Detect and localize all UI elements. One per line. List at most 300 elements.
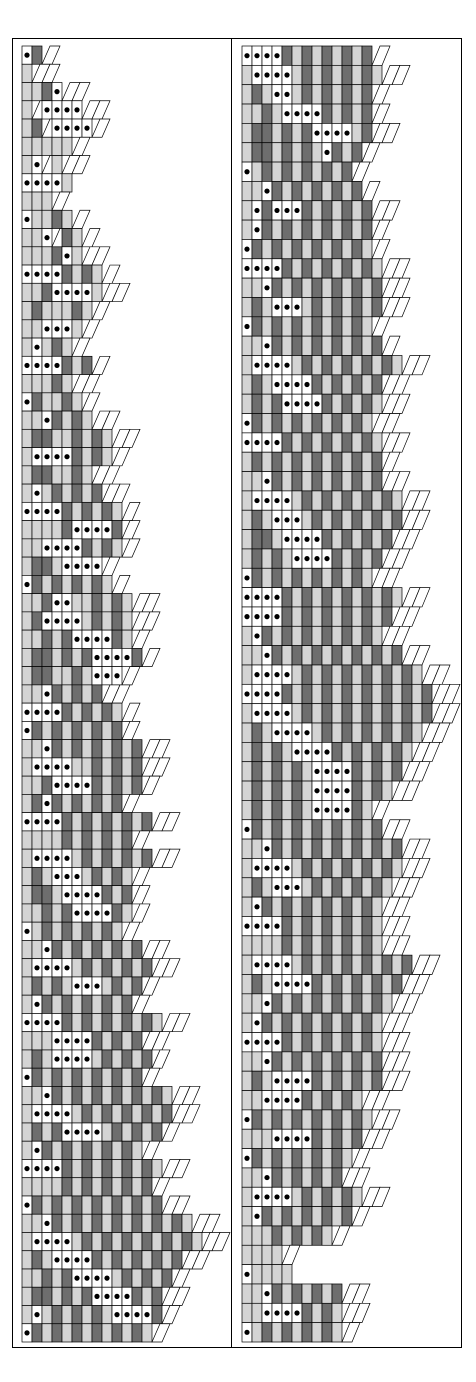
light-cell [92, 831, 102, 849]
light-cell [122, 1086, 132, 1104]
dot-marker [44, 180, 49, 185]
light-cell [72, 959, 82, 977]
dot-marker [84, 564, 89, 569]
dark-cell [122, 995, 132, 1013]
dot-marker [44, 326, 49, 331]
light-cell [32, 1032, 42, 1050]
tiling-row [242, 1245, 300, 1264]
light-cell [82, 685, 92, 703]
dark-cell [332, 181, 342, 200]
light-cell [332, 46, 342, 65]
dark-cell [292, 800, 302, 819]
dot-marker [124, 1312, 129, 1317]
dark-cell [272, 1052, 282, 1071]
dot-marker [54, 819, 59, 824]
dark-cell [372, 762, 382, 781]
light-cell [282, 452, 292, 471]
dark-cell [92, 448, 102, 466]
light-cell [322, 336, 332, 355]
dot-marker [294, 208, 299, 213]
tiling-row [242, 549, 410, 568]
light-cell [22, 247, 32, 265]
light-cell [312, 897, 322, 916]
dark-cell [322, 1323, 332, 1342]
light-cell [22, 1050, 32, 1068]
dark-cell [332, 568, 342, 587]
dot-marker [24, 710, 29, 715]
light-cell [22, 776, 32, 794]
light-cell [102, 1324, 112, 1342]
tiling-row [242, 336, 400, 355]
light-cell [132, 1232, 142, 1250]
tiling-row [22, 1269, 190, 1287]
skew-cell [152, 1324, 170, 1342]
dot-marker [264, 1310, 269, 1315]
light-cell [372, 684, 382, 703]
dark-cell [312, 1052, 322, 1071]
light-cell [92, 1178, 102, 1196]
dark-cell [362, 123, 372, 142]
dark-cell [342, 1187, 352, 1206]
dark-cell [262, 1207, 272, 1226]
dark-cell [122, 959, 132, 977]
dark-cell [112, 904, 122, 922]
light-cell [392, 955, 402, 974]
dark-cell [292, 820, 302, 839]
light-cell [82, 758, 92, 776]
light-cell [262, 549, 272, 568]
dark-cell [332, 414, 342, 433]
dark-cell [322, 355, 332, 374]
dot-marker [314, 769, 319, 774]
dot-marker [264, 285, 269, 290]
tiling-row [242, 355, 430, 374]
light-cell [62, 1214, 72, 1232]
light-cell [282, 1052, 292, 1071]
light-cell [332, 684, 342, 703]
dark-cell [32, 1123, 42, 1141]
dot-marker [274, 92, 279, 97]
dark-cell [302, 491, 312, 510]
dot-marker [84, 1038, 89, 1043]
dark-cell [142, 1050, 152, 1068]
dark-cell [362, 1013, 372, 1032]
light-cell [22, 539, 32, 557]
dark-cell [32, 612, 42, 630]
dot-marker [74, 983, 79, 988]
light-cell [252, 936, 262, 955]
dark-cell [72, 429, 82, 447]
light-cell [372, 858, 382, 877]
dark-cell [372, 375, 382, 394]
light-cell [362, 1052, 372, 1071]
dot-marker [344, 769, 349, 774]
light-cell [22, 466, 32, 484]
light-cell [282, 336, 292, 355]
light-cell [312, 1303, 322, 1322]
dot-marker [74, 545, 79, 550]
skew-cell [132, 867, 150, 885]
light-cell [22, 667, 32, 685]
light-cell [342, 646, 352, 665]
dark-cell [382, 355, 392, 374]
tiling-row [22, 393, 100, 411]
light-cell [22, 1178, 32, 1196]
light-cell [262, 317, 272, 336]
light-cell [282, 1110, 292, 1129]
tiling-row [22, 101, 110, 119]
dot-marker [284, 363, 289, 368]
tiling-row [242, 704, 460, 723]
light-cell [122, 1196, 132, 1214]
dot-marker [24, 363, 29, 368]
dot-marker [34, 965, 39, 970]
dot-marker [244, 247, 249, 252]
dot-marker [54, 1038, 59, 1043]
dot-marker [264, 846, 269, 851]
dark-cell [342, 433, 352, 452]
dark-cell [352, 568, 362, 587]
dot-marker [264, 691, 269, 696]
light-cell [92, 1050, 102, 1068]
tiling-row [22, 210, 90, 228]
light-cell [392, 858, 402, 877]
tiling-row [22, 411, 120, 429]
dot-marker [284, 962, 289, 967]
dark-cell [42, 922, 52, 940]
light-cell [42, 721, 52, 739]
light-cell [32, 1214, 42, 1232]
light-cell [332, 626, 342, 645]
tiling-row [242, 665, 450, 684]
skew-cell [372, 220, 390, 239]
tiling-row [22, 1123, 180, 1141]
dot-marker [74, 126, 79, 131]
dark-cell [42, 429, 52, 447]
light-cell [342, 839, 352, 858]
dark-cell [322, 162, 332, 181]
dot-marker [304, 111, 309, 116]
dot-marker [294, 382, 299, 387]
light-cell [42, 1050, 52, 1068]
dark-cell [292, 1226, 302, 1245]
light-cell [22, 375, 32, 393]
light-cell [352, 394, 362, 413]
dark-cell [352, 336, 362, 355]
light-cell [242, 394, 252, 413]
tiling-row [22, 1068, 160, 1086]
skew-cell [382, 452, 400, 471]
dark-cell [252, 800, 262, 819]
light-cell [22, 283, 32, 301]
light-cell [312, 723, 322, 742]
light-cell [342, 878, 352, 897]
dark-cell [102, 703, 112, 721]
dot-marker [324, 807, 329, 812]
dot-marker [74, 1038, 79, 1043]
light-cell [242, 723, 252, 742]
light-cell [252, 1052, 262, 1071]
dark-cell [272, 781, 282, 800]
light-cell [372, 955, 382, 974]
light-cell [242, 762, 252, 781]
light-cell [82, 429, 92, 447]
skew-cell [372, 239, 390, 258]
light-cell [252, 472, 262, 491]
light-cell [102, 940, 112, 958]
dark-cell [152, 1123, 162, 1141]
dark-cell [272, 452, 282, 471]
dot-marker [64, 564, 69, 569]
light-cell [302, 1052, 312, 1071]
dark-cell [282, 897, 292, 916]
light-cell [352, 723, 362, 742]
light-cell [92, 1141, 102, 1159]
dot-marker [264, 72, 269, 77]
light-cell [342, 1129, 352, 1148]
dot-marker [304, 382, 309, 387]
dot-marker [104, 1276, 109, 1281]
dot-marker [34, 1312, 39, 1317]
dot-marker [74, 892, 79, 897]
skew-cell [72, 210, 90, 228]
light-cell [292, 143, 302, 162]
dot-marker [254, 266, 259, 271]
dot-marker [244, 169, 249, 174]
skew-cell [72, 137, 90, 155]
light-cell [122, 1032, 132, 1050]
light-cell [42, 521, 52, 539]
dark-cell [272, 762, 282, 781]
light-cell [72, 849, 82, 867]
dark-cell [82, 356, 92, 374]
dot-marker [284, 982, 289, 987]
dark-cell [302, 220, 312, 239]
light-cell [112, 995, 122, 1013]
light-cell [102, 429, 112, 447]
dot-marker [64, 965, 69, 970]
dark-cell [162, 1105, 172, 1123]
dark-cell [342, 220, 352, 239]
dot-marker [24, 929, 29, 934]
light-cell [172, 1232, 182, 1250]
light-cell [322, 878, 332, 897]
light-cell [282, 1149, 292, 1168]
light-cell [332, 1013, 342, 1032]
dot-marker [124, 655, 129, 660]
dark-cell [302, 1091, 312, 1110]
dot-marker [44, 363, 49, 368]
tiling-row [242, 916, 410, 935]
dot-marker [274, 517, 279, 522]
dark-cell [262, 530, 272, 549]
dark-cell [322, 684, 332, 703]
dot-marker [44, 691, 49, 696]
dark-cell [352, 510, 362, 529]
light-cell [262, 723, 272, 742]
light-cell [22, 1251, 32, 1269]
dot-marker [74, 874, 79, 879]
light-cell [242, 143, 252, 162]
tiling-row [242, 1323, 360, 1342]
light-cell [102, 721, 112, 739]
dark-cell [322, 704, 332, 723]
dot-marker [34, 454, 39, 459]
light-cell [242, 646, 252, 665]
light-cell [22, 977, 32, 995]
dark-cell [342, 65, 352, 84]
dark-cell [272, 278, 282, 297]
dark-cell [122, 1050, 132, 1068]
dot-marker [44, 856, 49, 861]
dot-marker [244, 827, 249, 832]
dot-marker [44, 1020, 49, 1025]
tiling-row [22, 119, 110, 137]
dot-marker [64, 1056, 69, 1061]
dark-cell [302, 897, 312, 916]
light-cell [352, 104, 362, 123]
light-cell [92, 959, 102, 977]
dark-cell [122, 1105, 132, 1123]
dot-marker [314, 749, 319, 754]
light-cell [312, 665, 322, 684]
light-cell [122, 940, 132, 958]
dark-cell [332, 336, 342, 355]
light-cell [72, 265, 82, 283]
light-cell [62, 466, 72, 484]
light-cell [362, 510, 372, 529]
light-cell [112, 959, 122, 977]
dot-marker [274, 924, 279, 929]
light-cell [312, 607, 322, 626]
dark-cell [252, 239, 262, 258]
dark-cell [82, 1178, 92, 1196]
dark-cell [262, 162, 272, 181]
dark-cell [402, 955, 412, 974]
light-cell [102, 448, 112, 466]
dot-marker [84, 1129, 89, 1134]
dark-cell [292, 452, 302, 471]
light-cell [292, 65, 302, 84]
dark-cell [32, 1068, 42, 1086]
light-cell [362, 820, 372, 839]
light-cell [302, 839, 312, 858]
dark-cell [362, 858, 372, 877]
dot-marker [34, 710, 39, 715]
dot-marker [84, 637, 89, 642]
dot-marker [54, 180, 59, 185]
light-cell [362, 878, 372, 897]
light-cell [242, 1245, 252, 1264]
dark-cell [382, 491, 392, 510]
tiling-row [242, 375, 410, 394]
dot-marker [344, 807, 349, 812]
light-cell [302, 510, 312, 529]
light-cell [112, 539, 122, 557]
tiling-row [22, 594, 160, 612]
tiling-row [242, 1187, 390, 1206]
dot-marker [254, 691, 259, 696]
dark-cell [182, 1232, 192, 1250]
light-cell [302, 994, 312, 1013]
light-cell [312, 1187, 322, 1206]
dark-cell [342, 1013, 352, 1032]
light-cell [342, 278, 352, 297]
light-cell [42, 1178, 52, 1196]
light-cell [142, 1214, 152, 1232]
dark-cell [352, 414, 362, 433]
dark-cell [162, 1232, 172, 1250]
tiling-row [242, 491, 430, 510]
light-cell [62, 1086, 72, 1104]
dark-cell [272, 336, 282, 355]
dark-cell [332, 278, 342, 297]
dark-cell [102, 1178, 112, 1196]
light-cell [22, 229, 32, 247]
dark-cell [302, 607, 312, 626]
dark-cell [282, 123, 292, 142]
dark-cell [32, 794, 42, 812]
dark-cell [292, 472, 302, 491]
dark-cell [392, 762, 402, 781]
skew-cell [352, 1149, 370, 1168]
dot-marker [244, 1330, 249, 1335]
dot-marker [34, 1020, 39, 1025]
light-cell [62, 1324, 72, 1342]
light-cell [242, 201, 252, 220]
dot-marker [294, 1078, 299, 1083]
light-cell [82, 594, 92, 612]
light-cell [132, 1159, 142, 1177]
tiling-row [22, 1287, 190, 1305]
dot-marker [254, 208, 259, 213]
tiling-row [22, 1105, 200, 1123]
dot-marker [74, 783, 79, 788]
light-cell [32, 940, 42, 958]
dark-cell [72, 1324, 82, 1342]
light-cell [322, 278, 332, 297]
skew-cell [142, 977, 160, 995]
light-cell [262, 1149, 272, 1168]
tiling-row [242, 278, 410, 297]
skew-cell [102, 265, 120, 283]
dark-cell [42, 904, 52, 922]
dark-cell [332, 839, 342, 858]
light-cell [242, 626, 252, 645]
light-cell [292, 162, 302, 181]
light-cell [362, 239, 372, 258]
skew-cell [142, 1141, 160, 1159]
light-cell [352, 123, 362, 142]
light-cell [312, 1033, 322, 1052]
dark-cell [282, 1207, 292, 1226]
light-cell [322, 1110, 332, 1129]
light-cell [252, 181, 262, 200]
tiling-row [242, 201, 400, 220]
dark-cell [282, 626, 292, 645]
light-cell [102, 794, 112, 812]
tiling-row [22, 867, 150, 885]
dark-cell [82, 813, 92, 831]
dot-marker [94, 1129, 99, 1134]
dark-cell [132, 940, 142, 958]
dark-cell [102, 922, 112, 940]
tiling-row [22, 849, 180, 867]
light-cell [22, 612, 32, 630]
light-cell [342, 974, 352, 993]
dark-cell [252, 85, 262, 104]
dark-cell [362, 588, 372, 607]
